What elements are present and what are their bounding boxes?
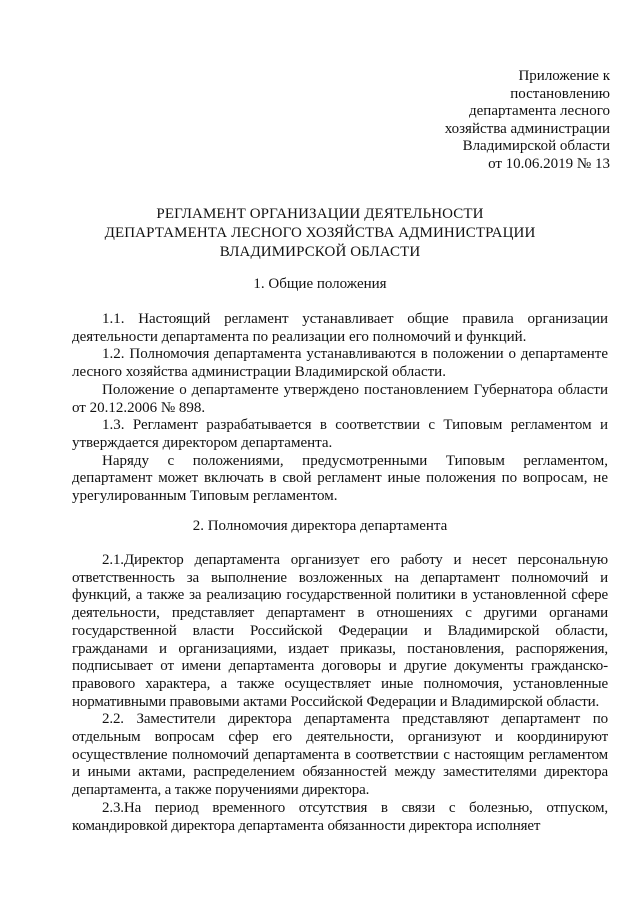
section-2-heading: 2. Полномочия директора департамента bbox=[192, 518, 448, 534]
paragraph-1-3-note: Наряду с положениями, предусмотренными Типовым регламентом, департамент может включать в свой регламент иные положения по вопросам, не урегулированным Типовым регламентом. bbox=[72, 452, 608, 505]
section-2-body bbox=[72, 552, 608, 835]
title-line: РЕГЛАМЕНТ ОРГАНИЗАЦИИ ДЕЯТЕЛЬНОСТИ bbox=[156, 206, 484, 222]
section-1-heading: 1. Общие положения bbox=[253, 276, 387, 292]
title-line: ВЛАДИМИРСКОЙ ОБЛАСТИ bbox=[219, 244, 421, 260]
paragraph-2-2: 2.2. Заместители директора департамента представляют департамент по отдельным вопросам сфер его деятельности, организуют и координируют осуществление полномочий департамента в соответствии с настоящим регламентом и иными актами, распределением обязанностей между заместителями директора департамента, а также поручениями директора. bbox=[72, 711, 608, 799]
appendix-line: Владимирской области bbox=[462, 138, 610, 155]
paragraph-1-2: 1.2. Полномочия департамента устанавливаются в положении о департаменте лесного хозяйства администрации Владимирской области. bbox=[72, 346, 608, 381]
paragraph-1-1: 1.1. Настоящий регламент устанавливает общие правила организации деятельности департамента по реализации его полномочий и функций. bbox=[72, 311, 608, 345]
paragraph-1-3: 1.3. Регламент разрабатывается в соответствии с Типовым регламентом и утверждается директором департамента. bbox=[72, 417, 608, 451]
paragraph-1-2-note: Положение о департаменте утверждено постановлением Губернатора области от 20.12.2006 № 898. bbox=[72, 381, 608, 416]
section-1-body bbox=[72, 311, 608, 506]
document-title bbox=[0, 205, 640, 262]
appendix-line: постановлению bbox=[510, 85, 610, 102]
appendix-note bbox=[445, 68, 610, 174]
paragraph-2-1: 2.1.Директор департамента организует его работу и несет персональную ответственность за выполнение возложенных на департамент полномочий и функций, а также за реализацию государственной политики в установленной сфере деятельности, представляет департамент в отношениях с другими органами государственной власти Российской Федерации и Владимирской области, гражданами и организациями, издает приказы, постановления, распоряжения, подписывает от имени департамента договоры и другие документы гражданско-правового характера, а также осуществляет иные полномочия, установленные нормативными правовыми актами Российской Федерации и Владимирской области. bbox=[72, 552, 608, 710]
appendix-line: департамента лесного bbox=[469, 103, 610, 120]
title-line: ДЕПАРТАМЕНТА ЛЕСНОГО ХОЗЯЙСТВА АДМИНИСТРАЦИИ bbox=[104, 225, 536, 241]
appendix-line: от 10.06.2019 № 13 bbox=[488, 155, 610, 172]
appendix-line: Приложение к bbox=[518, 68, 610, 84]
paragraph-2-3: 2.3.На период временного отсутствия в связи с болезнью, отпуском, командировкой директора департамента обязанности директора исполняет bbox=[72, 799, 608, 834]
appendix-line: хозяйства администрации bbox=[444, 120, 610, 137]
